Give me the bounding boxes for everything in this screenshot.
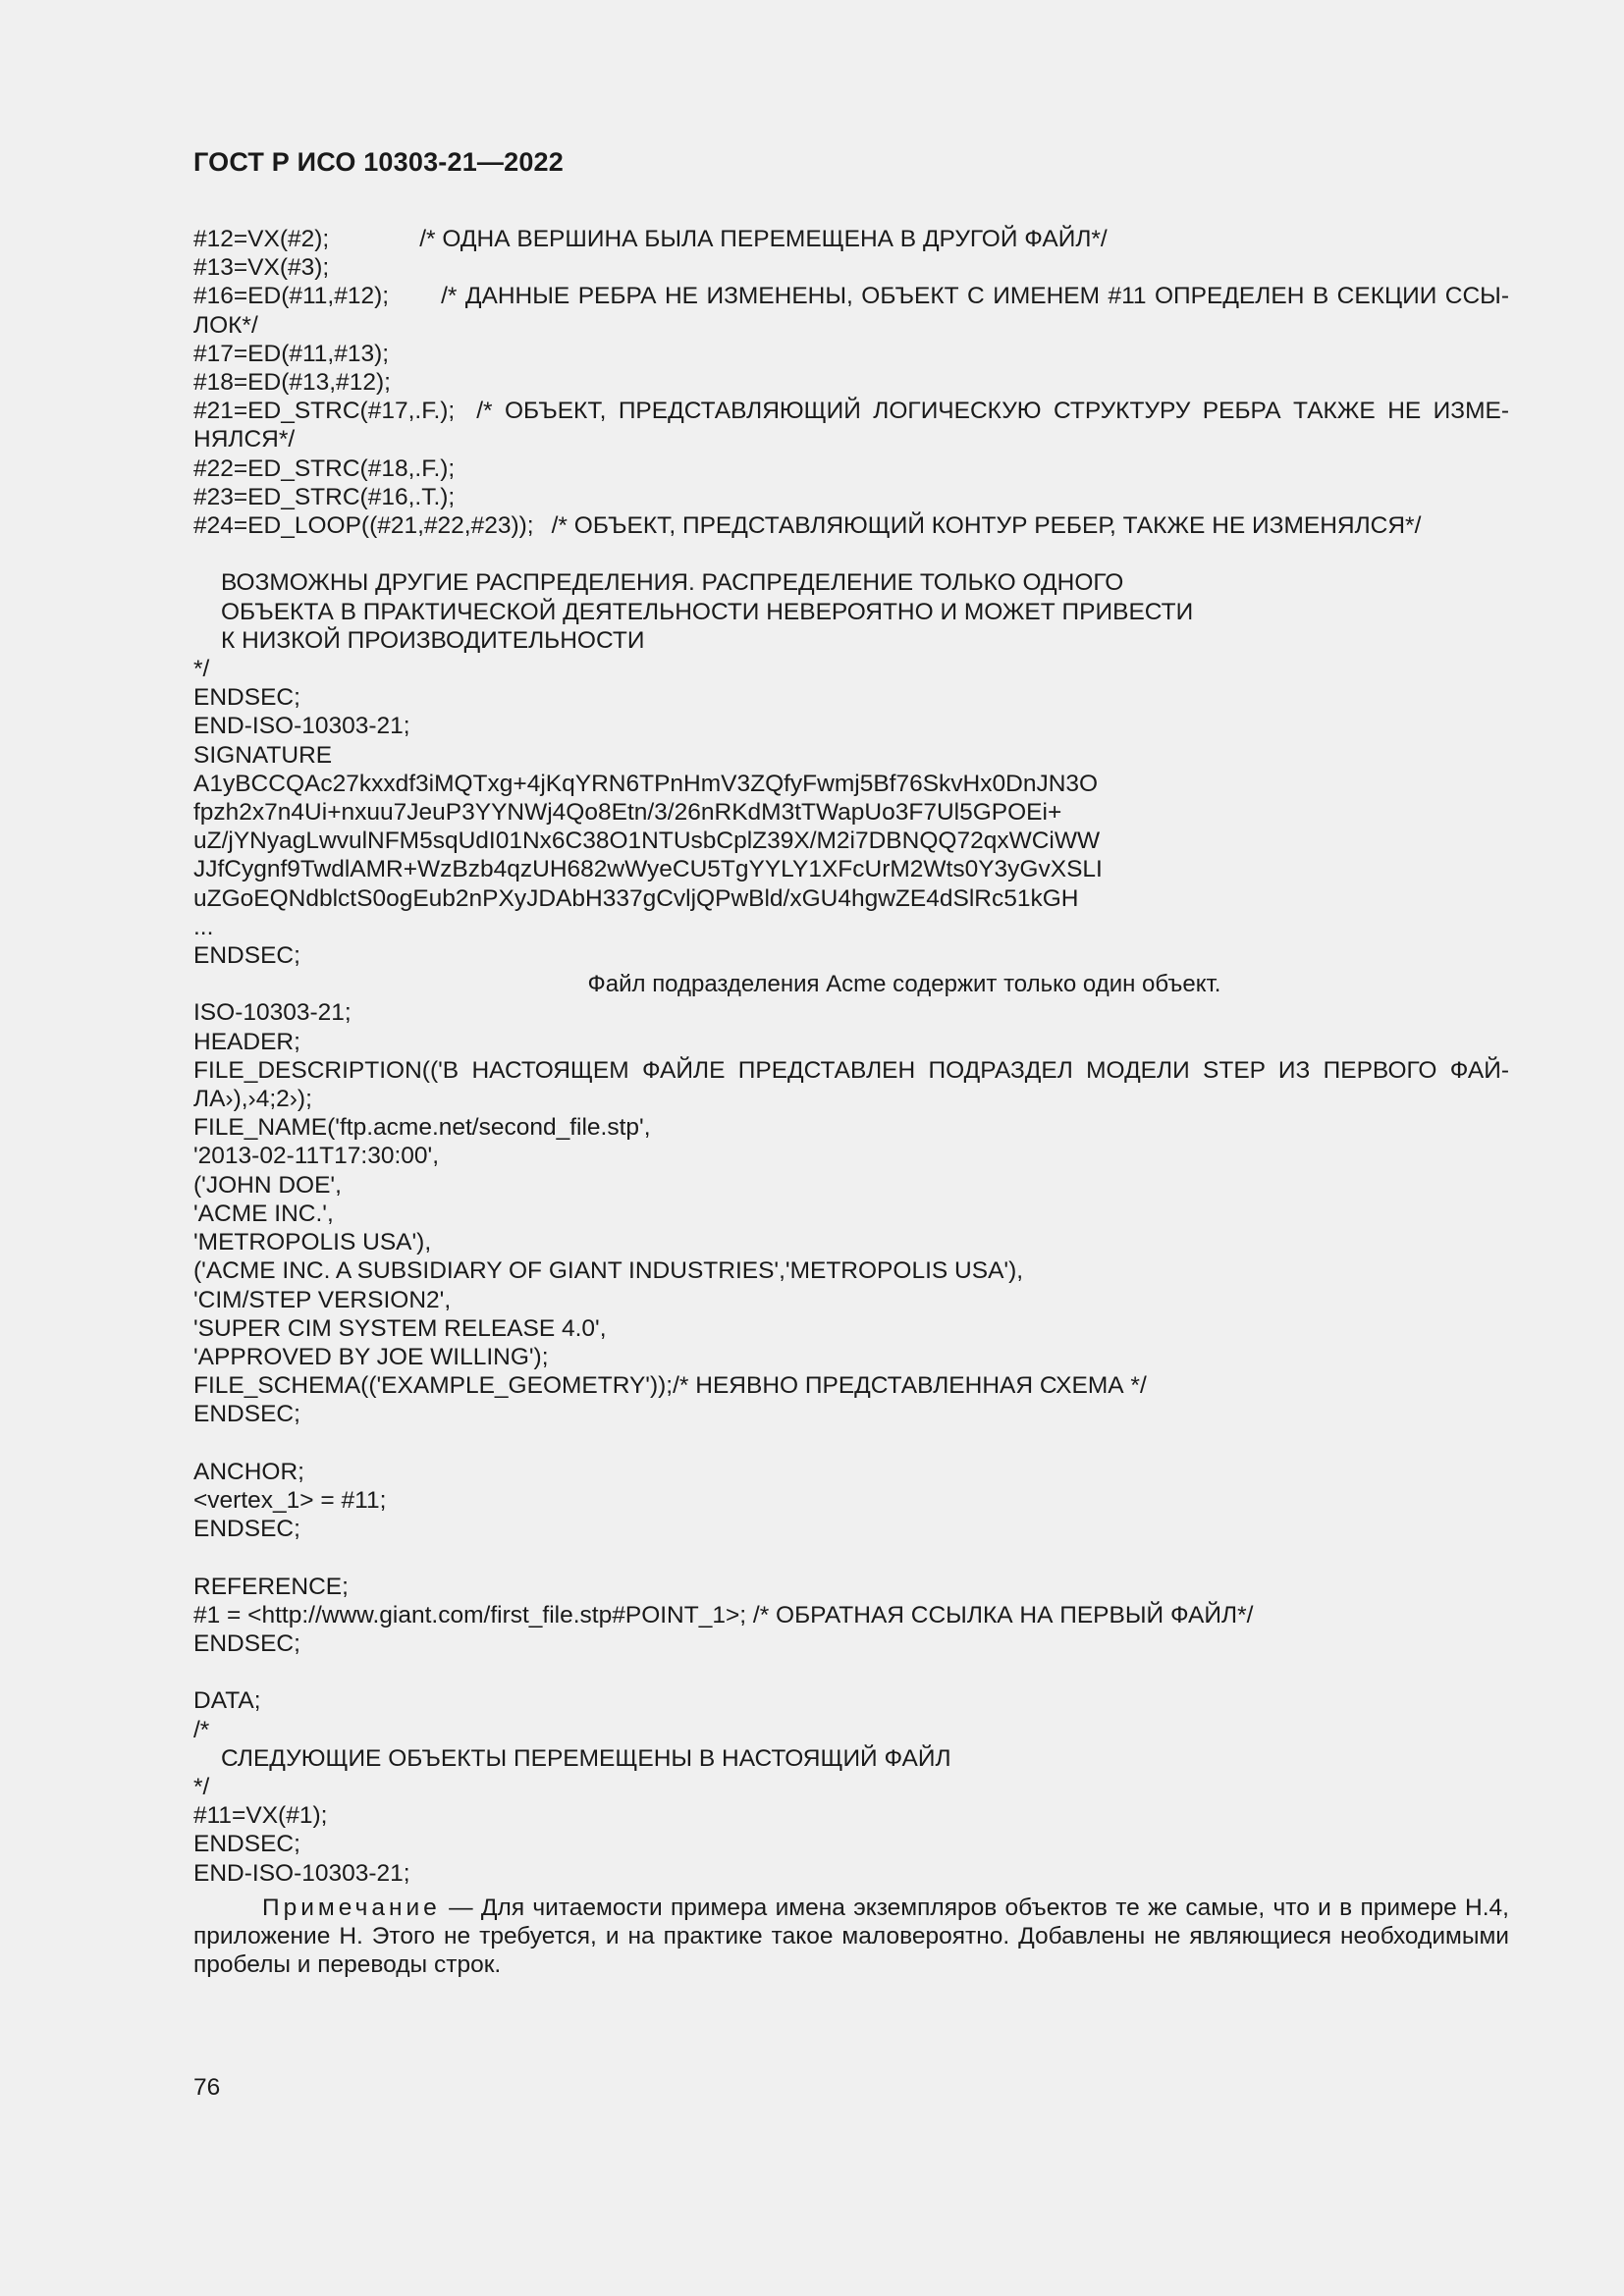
code-line-22: #22=ED_STRC(#18,.F.); [193, 454, 456, 482]
file2-endsec: ENDSEC; [193, 1401, 300, 1428]
code-line-23: #23=ED_STRC(#16,.T.); [193, 483, 456, 510]
signature-line-1: A1yBCCQAc27kxxdf3iMQTxg+4jKqYRN6TPnHmV3ZQfyFwmj5Bf76SkvHx0DnJN3O [193, 770, 1099, 797]
code-text: #24=ED_LOOP((#21,#22,#23)); [193, 512, 534, 540]
code-comment: /* ОБЪЕКТ, ПРЕДСТАВЛЯЮЩИЙ КОНТУР РЕБЕР, ТАКЖЕ НЕ ИЗМЕНЯЛСЯ*/ [551, 512, 1422, 540]
code-line-12 [193, 225, 1509, 253]
code-line-16 [193, 282, 1509, 310]
comment-block-line-2: ОБЪЕКТА В ПРАКТИЧЕСКОЙ ДЕЯТЕЛЬНОСТИ НЕВЕРОЯТНО И МОЖЕТ ПРИВЕСТИ [221, 598, 1194, 625]
code-line-13: #13=VX(#3); [193, 254, 330, 282]
reference-open: REFERENCE; [193, 1573, 349, 1600]
file2-version: 'CIM/STEP VERSION2', [193, 1286, 452, 1313]
code-comment: /* ДАННЫЕ РЕБРА НЕ ИЗМЕНЕНЫ, ОБЪЕКТ С ИМЕНЕМ #11 ОПРЕДЕЛЕН В СЕКЦИИ ССЫ- [441, 283, 1509, 310]
code-line-17: #17=ED(#11,#13); [193, 340, 390, 367]
signature-line-3: uZ/jYNyagLwvulNFM5sqUdI01Nx6C38O1NTUsbCplZ39X/M2i7DBNQQ72qxWCiWW [193, 828, 1101, 855]
file2-org-3: ('ACME INC. A SUBSIDIARY OF GIANT INDUSTRIES','METROPOLIS USA'), [193, 1257, 1024, 1285]
blank-line [193, 1658, 1509, 1686]
data-comment-text: СЛЕДУЮЩИЕ ОБЪЕКТЫ ПЕРЕМЕЩЕНЫ В НАСТОЯЩИЙ ФАЙЛ [221, 1744, 951, 1772]
note-text: — Для читаемости примера имена экземпляров объектов те же самые, что и в примере Н.4, приложение Н. Этого не требуется, и на практике такое маловероятно. Добавлены не являющиеся необходимыми пробелы и переводы строк. [193, 1894, 1509, 1979]
code-line-18: #18=ED(#13,#12); [193, 369, 391, 397]
code-comment: /* ОДНА ВЕРШИНА БЫЛА ПЕРЕМЕЩЕНА В ДРУГОЙ ФАЙЛ*/ [419, 226, 1108, 252]
code-comment: /* ОБЪЕКТ, ПРЕДСТАВЛЯЮЩИЙ ЛОГИЧЕСКУЮ СТРУКТУРУ РЕБРА ТАКЖЕ НЕ ИЗМЕ- [476, 398, 1509, 425]
comment-block-line-3: К НИЗКОЙ ПРОИЗВОДИТЕЛЬНОСТИ [221, 626, 645, 654]
code-text: #21=ED_STRC(#17,.F.); [193, 398, 456, 425]
note-paragraph [193, 1894, 1509, 1980]
page-number: 76 [193, 2074, 221, 2101]
data-comment-open: /* [193, 1716, 210, 1743]
code-text: #12=VX(#2); [193, 226, 330, 252]
data-open: DATA; [193, 1687, 261, 1715]
blank-line [193, 540, 1509, 568]
file2-iso: ISO-10303-21; [193, 999, 352, 1027]
trailer-end-iso: END-ISO-10303-21; [193, 713, 410, 740]
anchor-vertex: <vertex_1> = #11; [193, 1486, 387, 1514]
page-header-standard: ГОСТ Р ИСО 10303-21—2022 [193, 147, 564, 177]
trailer-endsec: ENDSEC; [193, 684, 300, 712]
anchor-endsec: ENDSEC; [193, 1516, 300, 1543]
note-label: Примечание [262, 1894, 441, 1921]
comment-block-close: */ [193, 656, 210, 683]
signature-line-5: uZGoEQNdblctS0ogEub2nPXyJDAbH337gCvljQPwBld/xGU4hgwZE4dSlRc51kGH [193, 884, 1079, 912]
file2-description: FILE_DESCRIPTION(('В НАСТОЯЩЕМ ФАЙЛЕ ПРЕДСТАВЛЕН ПОДРАЗДЕЛ МОДЕЛИ STEP ИЗ ПЕРВОГО ФАЙ- [193, 1056, 1509, 1084]
signature-endsec: ENDSEC; [193, 942, 300, 970]
signature-keyword: SIGNATURE [193, 741, 333, 769]
blank-line [193, 1543, 1509, 1572]
file2-org-2: 'METROPOLIS USA'), [193, 1229, 432, 1256]
document-body [193, 225, 1509, 1979]
data-endsec: ENDSEC; [193, 1831, 300, 1858]
reference-entry: #1 = <http://www.giant.com/first_file.stp#POINT_1>; /* ОБРАТНАЯ ССЫЛКА НА ПЕРВЫЙ ФАЙЛ*/ [193, 1601, 1254, 1629]
file2-schema: FILE_SCHEMA(('EXAMPLE_GEOMETRY'));/* НЕЯВНО ПРЕДСТАВЛЕННАЯ СХЕМА */ [193, 1372, 1147, 1400]
reference-endsec: ENDSEC; [193, 1629, 300, 1657]
file2-header: HEADER; [193, 1028, 300, 1055]
example-caption: Файл подразделения Acme содержит только один объект. [587, 971, 1221, 998]
file2-system: 'SUPER CIM SYSTEM RELEASE 4.0', [193, 1314, 607, 1342]
file2-approved: 'APPROVED BY JOE WILLING'); [193, 1343, 549, 1370]
code-line-21 [193, 397, 1509, 425]
code-line-24 [193, 511, 1509, 540]
signature-line-4: JJfCygnf9TwdlAMR+WzBzb4qzUH682wWyeCU5TgYYLY1XFcUrM2Wts0Y3yGvXSLI [193, 856, 1103, 883]
comment-block-line-1: ВОЗМОЖНЫ ДРУГИЕ РАСПРЕДЕЛЕНИЯ. РАСПРЕДЕЛЕНИЕ ТОЛЬКО ОДНОГО [221, 569, 1124, 597]
file2-name: FILE_NAME('ftp.acme.net/second_file.stp', [193, 1114, 651, 1142]
signature-line-2: fpzh2x7n4Ui+nxuu7JeuP3YYNWj4Qo8Etn/3/26nRKdM3tTWapUo3F7Ul5GPOEi+ [193, 799, 1062, 827]
code-line-16-cont: ЛОК*/ [193, 311, 258, 339]
signature-ellipsis: ... [193, 913, 214, 940]
file2-description-cont: ЛА›),›4;2›); [193, 1086, 312, 1113]
file2-org-1: 'ACME INC.', [193, 1200, 334, 1227]
anchor-open: ANCHOR; [193, 1458, 304, 1485]
data-entity: #11=VX(#1); [193, 1802, 328, 1830]
file2-author: ('JOHN DOE', [193, 1171, 342, 1199]
file2-timestamp: '2013-02-11T17:30:00', [193, 1143, 440, 1170]
data-comment-close: */ [193, 1773, 210, 1800]
code-line-21-cont: НЯЛСЯ*/ [193, 426, 296, 454]
blank-line [193, 1429, 1509, 1458]
code-text: #16=ED(#11,#12); [193, 283, 390, 310]
data-end-iso: END-ISO-10303-21; [193, 1859, 410, 1887]
